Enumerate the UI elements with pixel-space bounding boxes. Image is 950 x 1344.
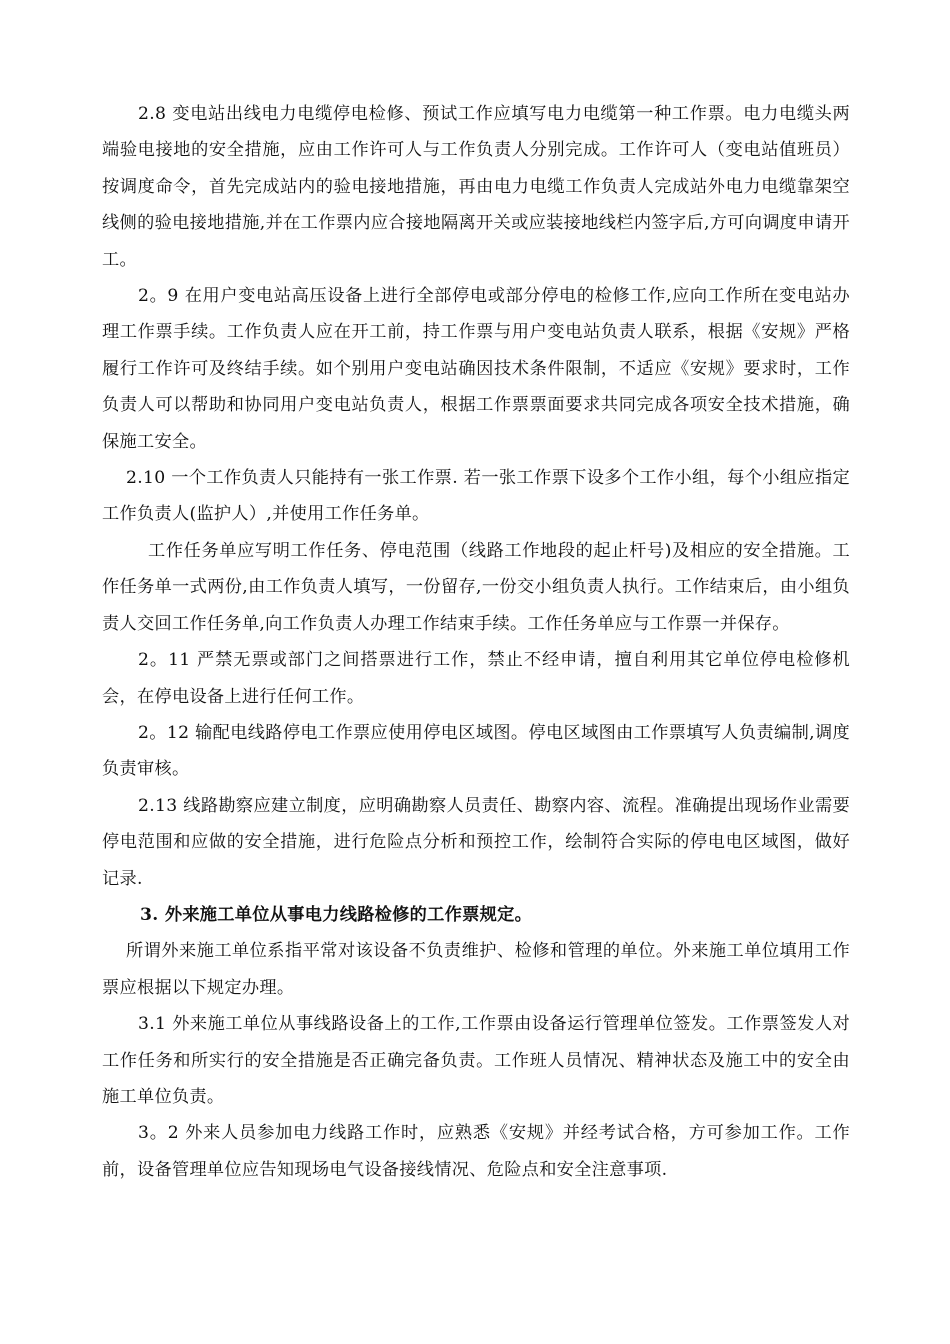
document-body [102,96,850,1188]
paragraph-3-1: 3.1 外来施工单位从事线路设备上的工作,工作票由设备运行管理单位签发。工作票签发人对工作任务和所实行的安全措施是否正确完备负责。工作班人员情况、精神状态及施工中的安全由施工单位负责。 [102,1014,850,1107]
section-heading-3: 3. 外来施工单位从事电力线路检修的工作票规定。 [140,904,533,925]
paragraph-2-9: 2。9 在用户变电站高压设备上进行全部停电或部分停电的检修工作,应向工作所在变电站办理工作票手续。工作负责人应在开工前，持工作票与用户变电站负责人联系，根据《安规》严格履行工作许可及终结手续。如个别用户变电站确因技术条件限制，不适应《安规》要求时，工作负责人可以帮助和协同用户变电站负责人，根据工作票票面要求共同完成各项安全技术措施，确保施工安全。 [102,286,850,452]
paragraph-2-10: 2.10 一个工作负责人只能持有一张工作票. 若一张工作票下设多个工作小组，每个小组应指定工作负责人(监护人）,并使用工作任务单。 [102,468,850,525]
paragraph-2-12: 2。12 输配电线路停电工作票应使用停电区域图。停电区域图由工作票填写人负责编制,调度负责审核。 [102,722,850,780]
paragraph-3-2: 3。2 外来人员参加电力线路工作时，应熟悉《安规》并经考试合格，方可参加工作。工作前，设备管理单位应告知现场电气设备接线情况、危险点和安全注意事项. [102,1123,850,1180]
paragraph-section-3-intro: 所谓外来施工单位系指平常对该设备不负责维护、检修和管理的单位。外来施工单位填用工作票应根据以下规定办理。 [102,941,850,998]
paragraph-work-task-sheet: 工作任务单应写明工作任务、停电范围（线路工作地段的起止杆号)及相应的安全措施。工作任务单一式两份,由工作负责人填写，一份留存,一份交小组负责人执行。工作结束后，由小组负责人交回工作任务单,向工作负责人办理工作结束手续。工作任务单应与工作票一并保存。 [102,540,850,634]
paragraph-2-11: 2。11 严禁无票或部门之间搭票进行工作，禁止不经申请，擅自利用其它单位停电检修机会，在停电设备上进行任何工作。 [102,650,850,707]
paragraph-2-8: 2.8 变电站出线电力电缆停电检修、预试工作应填写电力电缆第一种工作票。电力电缆头两端验电接地的安全措施，应由工作许可人与工作负责人分别完成。工作许可人（变电站值班员）按调度命令，首先完成站内的验电接地措施，再由电力电缆工作负责人完成站外电力电缆靠架空线侧的验电接地措施,并在工作票内应合接地隔离开关或应装接地线栏内签字后,方可向调度申请开工。 [102,104,850,270]
paragraph-2-13: 2.13 线路勘察应建立制度，应明确勘察人员责任、勘察内容、流程。准确提出现场作业需要停电范围和应做的安全措施，进行危险点分析和预控工作，绘制符合实际的停电电区域图，做好记录. [102,795,850,889]
